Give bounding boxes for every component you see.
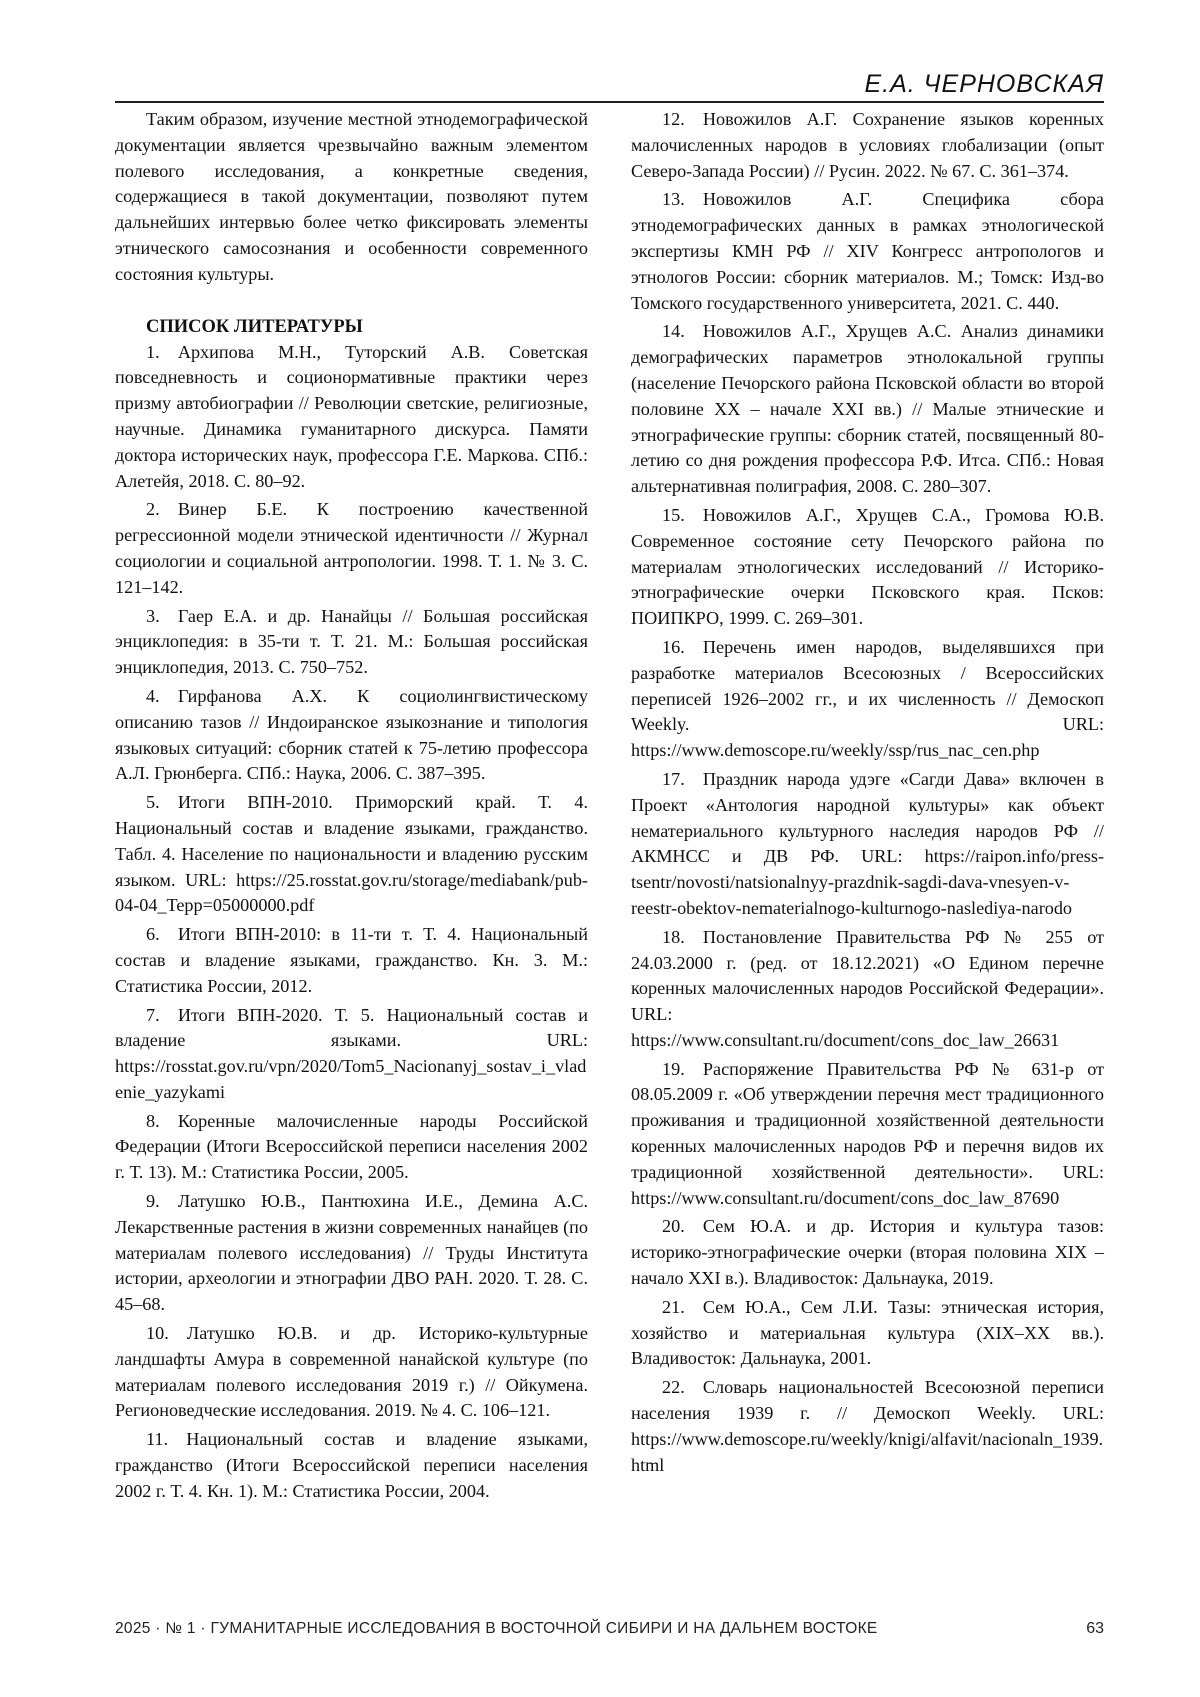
- reference-item: 15. Новожилов А.Г., Хрущев С.А., Громова Ю.В. Современное состояние сету Печорского района по материалам этнологических исследований // Историко-этнографические очерки Псковского края. Псков: ПОИПКРО, 1999. С. 269–301.: [631, 504, 1104, 629]
- running-header-author: Е.А. ЧЕРНОВСКАЯ: [864, 70, 1104, 98]
- reference-item: 17. Праздник народа удэге «Сагди Дава» включен в Проект «Антология народной культуры» как объект нематериального культурного наследия народов РФ // АКМНСС и ДВ РФ. URL: https://raipon.info/press-tsentr/novosti/natsionalnyy-prazdnik-sagdi-dava-vnesyen-v-reestr-obektov-nematerialnogo-kulturnogo-naslediya-narodo: [631, 768, 1104, 918]
- reference-item: 8. Коренные малочисленные народы Российской Федерации (Итоги Всероссийской переписи населения 2002 г. Т. 13). М.: Статистика России, 2005.: [115, 1110, 588, 1183]
- reference-item: 10. Латушко Ю.В. и др. Историко-культурные ландшафты Амура в современной нанайской культуре (по материалам полевого исследования 2019 г.) // Ойкумена. Регионоведческие исследования. 2019. № 4. С. 106–121.: [115, 1323, 588, 1421]
- reference-item: 20. Сем Ю.А. и др. История и культура тазов: историко-этнографические очерки (вторая половина XIX – начало XXI в.). Владивосток: Дальнаука, 2019.: [631, 1216, 1104, 1289]
- reference-item: 13. Новожилов А.Г. Специфика сбора этнодемографических данных в рамках этнологической экспертизы КМН РФ // XIV Конгресс антропологов и этнологов России: сборник материалов. М.; Томск: Изд-во Томского государственного университета, 2021. С. 440.: [631, 189, 1104, 313]
- footer-journal-line: 2025 · № 1 · ГУМАНИТАРНЫЕ ИССЛЕДОВАНИЯ В ВОСТОЧНОЙ СИБИРИ И НА ДАЛЬНЕМ ВОСТОКЕ: [115, 1620, 878, 1637]
- references-heading: СПИСОК ЛИТЕРАТУРЫ: [146, 316, 363, 337]
- reference-item: 12. Новожилов А.Г. Сохранение языков коренных малочисленных народов в условиях глобализации (опыт Северо-Запада России) // Русин. 2022. № 67. С. 361–374.: [631, 109, 1104, 181]
- page-number: 63: [1086, 1620, 1104, 1637]
- reference-item: 22. Словарь национальностей Всесоюзной переписи населения 1939 г. // Демоскоп Weekly. URL: https://www.demoscope.ru/weekly/knigi/alfavit/nacionaln_1939.html: [631, 1377, 1104, 1475]
- intro-paragraph: Таким образом, изучение местной этнодемографической документации является чрезвычайно важным элементом полевого исследования, а конкретные сведения, содержащиеся в такой документации, позволяют путем дальнейших интервью более четко фиксировать элементы этнического самосознания и особенности современного состояния культуры.: [115, 109, 588, 284]
- reference-item: 2. Винер Б.Е. К построению качественной регрессионной модели этнической идентичности // Журнал социологии и социальной антропологии. 1998. Т. 1. № 3. С. 121–142.: [115, 499, 588, 597]
- reference-item: 18. Постановление Правительства РФ № 255 от 24.03.2000 г. (ред. от 18.12.2021) «О Едином перечне коренных малочисленных народов Российской Федерации». URL: https://www.consultant.ru/document/cons_doc_law_26631: [631, 926, 1104, 1050]
- reference-item: 19. Распоряжение Правительства РФ № 631-р от 08.05.2009 г. «Об утверждении перечня мест традиционного проживания и традиционной хозяйственной деятельности коренных малочисленных народов РФ и перечня видов их традиционной хозяйственной деятельности». URL: https://www.consultant.ru/document/cons_doc_law_87690: [631, 1058, 1104, 1208]
- references-list-right: [631, 107, 1104, 1478]
- reference-item: 11. Национальный состав и владение языками, гражданство (Итоги Всероссийской переписи населения 2002 г. Т. 4. Кн. 1). М.: Статистика России, 2004.: [115, 1429, 588, 1501]
- reference-item: 5. Итоги ВПН-2010. Приморский край. Т. 4. Национальный состав и владение языками, гражданство. Табл. 4. Население по национальности и владению русским языком. URL: https://25.rosstat.gov.ru/storage/mediabank/pub-04-04_Tepp=05000000.pdf: [115, 792, 588, 916]
- reference-item: 16. Перечень имен народов, выделявшихся при разработке материалов Всесоюзных / Всероссийских переписей 1926–2002 гг., и их численность // Демоскоп Weekly. URL: https://www.demoscope.ru/weekly/ssp/rus_nac_cen.php: [631, 636, 1104, 761]
- reference-item: 21. Сем Ю.А., Сем Л.И. Тазы: этническая история, хозяйство и материальная культура (XIX–XX вв.). Владивосток: Дальнаука, 2001.: [631, 1296, 1104, 1369]
- header-rule: [115, 101, 1104, 103]
- right-column: [631, 107, 1104, 1481]
- left-column: [115, 107, 588, 1508]
- page-footer: [115, 1620, 1104, 1644]
- reference-item: 1. Архипова М.Н., Туторский А.В. Советская повседневность и соционормативные практики через призму автобиографии // Революции светские, религиозные, научные. Динамика гуманитарного дискурса. Памяти доктора исторических наук, профессора Г.Е. Маркова. СПб.: Алетейя, 2018. С. 80–92.: [115, 341, 588, 491]
- reference-item: 4. Гирфанова А.Х. К социолингвистическому описанию тазов // Индоиранское языкознание и типология языковых ситуаций: сборник статей к 75-летию профессора А.Л. Грюнберга. СПб.: Наука, 2006. С. 387–395.: [115, 685, 588, 784]
- references-list-left: [115, 340, 588, 1505]
- reference-item: 9. Латушко Ю.В., Пантюхина И.Е., Демина А.С. Лекарственные растения в жизни современных нанайцев (по материалам полевого исследования) // Труды Института истории, археологии и этнографии ДВО РАН. 2020. Т. 28. С. 45–68.: [115, 1191, 588, 1315]
- reference-item: 3. Гаер Е.А. и др. Нанайцы // Большая российская энциклопедия: в 35-ти т. Т. 21. М.: Большая российская энциклопедия, 2013. С. 750–752.: [115, 605, 588, 678]
- reference-item: 14. Новожилов А.Г., Хрущев А.С. Анализ динамики демографических параметров этнолокальной группы (население Печорского района Псковской области во второй половине XX – начале XXI вв.) // Малые этнические и этнографические группы: сборник статей, посвященный 80-летию со дня рождения профессора Р.Ф. Итса. СПб.: Новая альтернативная полиграфия, 2008. С. 280–307.: [631, 321, 1104, 497]
- reference-item: 7. Итоги ВПН-2020. Т. 5. Национальный состав и владение языками. URL: https://rosstat.gov.ru/vpn/2020/Tom5_Nacionanyj_sostav_i_vladenie_yazykami: [115, 1004, 588, 1102]
- reference-item: 6. Итоги ВПН-2010: в 11-ти т. Т. 4. Национальный состав и владение языками, гражданство. Кн. 3. М.: Статистика России, 2012.: [115, 924, 588, 996]
